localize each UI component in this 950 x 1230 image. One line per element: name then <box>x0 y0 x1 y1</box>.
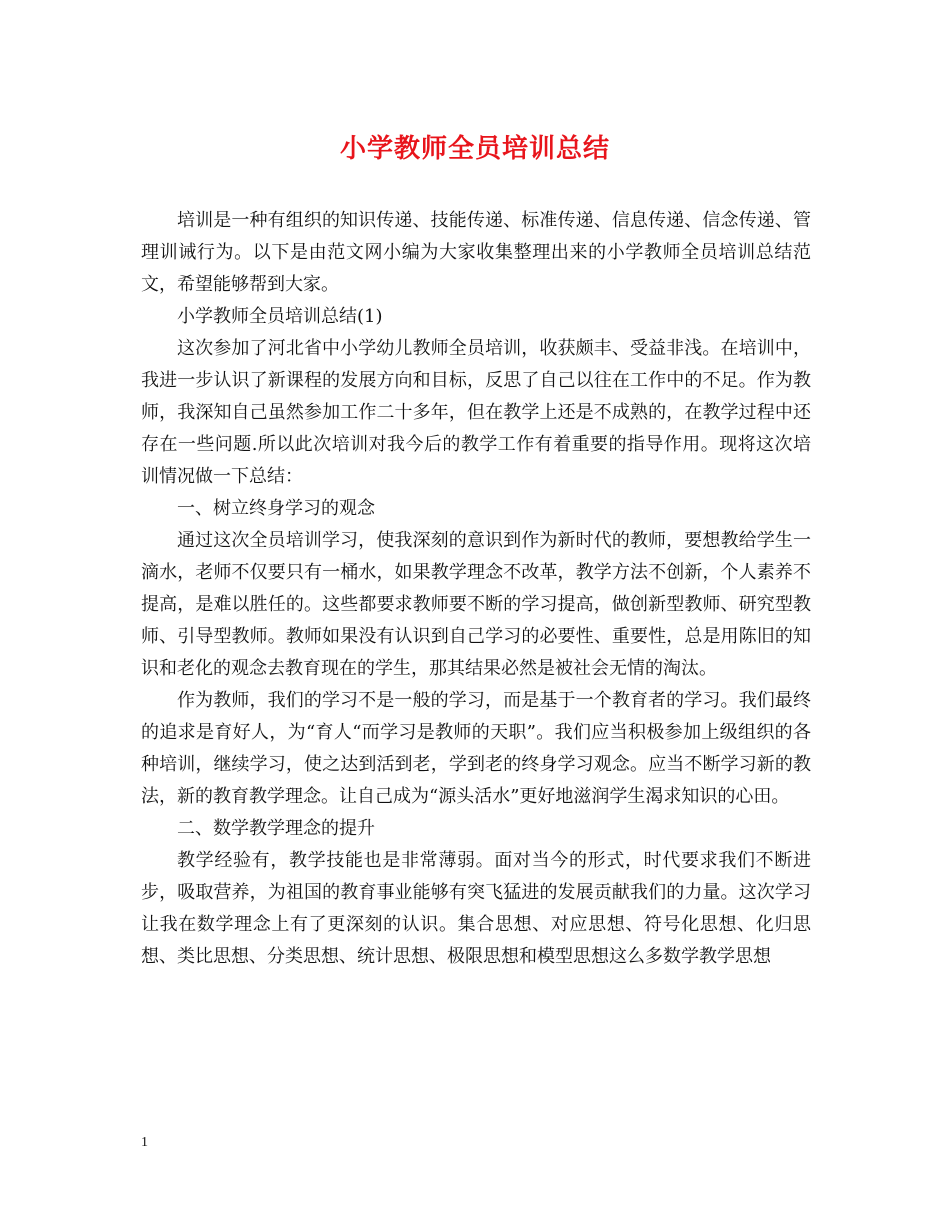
page-number: 1 <box>141 1135 148 1150</box>
body-paragraph: 这次参加了河北省中小学幼儿教师全员培训，收获颇丰、受益非浅。在培训中，我进一步认识了新课程的发展方向和目标，反思了自己以往在工作中的不足。作为教师，我深知自己虽然参加工作二十多年，但在教学上还是不成熟的，在教学过程中还存在一些问题.所以此次培训对我今后的教学工作有着重要的指导作用。现将这次培训情况做一下总结： <box>141 338 811 487</box>
document-title: 小学教师全员培训总结 <box>339 134 610 164</box>
document-body <box>141 205 811 973</box>
section-heading-2: 二、数学教学理念的提升 <box>177 818 375 839</box>
intro-paragraph: 培训是一种有组织的知识传递、技能传递、标准传递、信息传递、信念传递、管理训诫行为。以下是由范文网小编为大家收集整理出来的小学教师全员培训总结范文，希望能够帮到大家。 <box>141 210 811 295</box>
body-paragraph: 教学经验有，教学技能也是非常薄弱。面对当今的形式，时代要求我们不断进步，吸取营养，为祖国的教育事业能够有突飞猛进的发展贡献我们的力量。这次学习让我在数学理念上有了更深刻的认识。集合思想、对应思想、符号化思想、化归思想、类比思想、分类思想、统计思想、极限思想和模型思想这么多数学教学思想 <box>141 850 811 967</box>
body-paragraph: 通过这次全员培训学习，使我深刻的意识到作为新时代的教师，要想教给学生一滴水，老师不仅要只有一桶水，如果教学理念不改革，教学方法不创新，个人素养不提高，是难以胜任的。这些都要求教师要不断的学习提高，做创新型教师、研究型教师、引导型教师。教师如果没有认识到自己学习的必要性、重要性，总是用陈旧的知识和老化的观念去教育现在的学生，那其结果必然是被社会无情的淘汰。 <box>141 530 811 679</box>
body-paragraph: 作为教师，我们的学习不是一般的学习，而是基于一个教育者的学习。我们最终的追求是育好人，为“育人“而学习是教师的天职”。我们应当积极参加上级组织的各种培训，继续学习，使之达到活到老，学到老的终身学习观念。应当不断学习新的教法，新的教育教学理念。让自己成为“源头活水”更好地滋润学生渴求知识的心田。 <box>141 690 811 807</box>
section-heading-1: 一、树立终身学习的观念 <box>177 498 375 519</box>
article-heading: 小学教师全员培训总结(1) <box>177 306 383 327</box>
